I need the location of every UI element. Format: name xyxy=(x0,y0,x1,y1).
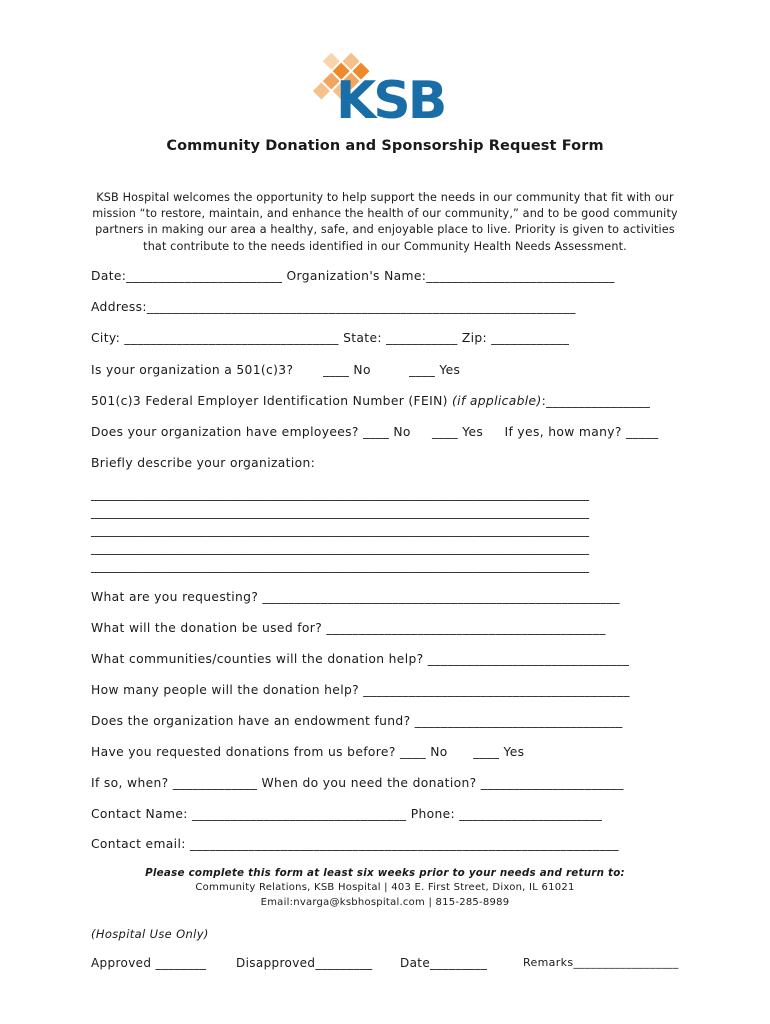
hospital-use-label: (Hospital Use Only) xyxy=(91,927,209,941)
return-address: Community Relations, KSB Hospital | 403 E. First Street, Dixon, IL 61021 xyxy=(195,882,575,893)
date-approval-field[interactable]: Date_________ xyxy=(400,956,488,970)
remarks-field[interactable]: Remarks__________________ xyxy=(523,956,679,969)
describe-line-3[interactable]: _________________________________________________________________________________ xyxy=(91,523,590,537)
approved-field[interactable]: Approved ________ xyxy=(91,956,207,970)
requesting-field[interactable]: What are you requesting? _______________________________________________________ xyxy=(91,590,620,604)
date-organization-field[interactable]: Date:________________________ Organization's Name:_____________________________ xyxy=(91,269,615,283)
city-state-zip-field[interactable]: City: _________________________________ State: ___________ Zip: ____________ xyxy=(91,331,570,345)
address-field[interactable]: Address:__________________________________________________________________ xyxy=(91,300,576,314)
employees-question[interactable]: Does your organization have employees? ____ No ____ Yes If yes, how many? _____ xyxy=(91,425,659,439)
describe-line-2[interactable]: _________________________________________________________________________________ xyxy=(91,505,590,519)
endowment-field[interactable]: Does the organization have an endowment fund? ________________________________ xyxy=(91,714,623,728)
fein-blank[interactable]: :________________ xyxy=(541,394,651,408)
describe-label: Briefly describe your organization: xyxy=(91,456,316,470)
describe-line-5[interactable]: _________________________________________________________________________________ xyxy=(91,559,590,573)
fein-label: 501(c)3 Federal Employer Identification Number (FEIN) xyxy=(91,394,453,408)
used-for-field[interactable]: What will the donation be used for? ___________________________________________ xyxy=(91,621,606,635)
requested-before-question[interactable]: Have you requested donations from us before? ____ No ____ Yes xyxy=(91,745,525,759)
return-instruction xyxy=(0,867,770,879)
describe-line-1[interactable]: _________________________________________________________________________________ xyxy=(91,487,590,501)
contact-name-phone-field[interactable]: Contact Name: _________________________________ Phone: ______________________ xyxy=(91,807,603,821)
disapproved-field[interactable]: Disapproved_________ xyxy=(236,956,373,970)
people-helped-field[interactable]: How many people will the donation help? _________________________________________ xyxy=(91,683,630,697)
logo-text: KSB xyxy=(336,71,445,122)
communities-field[interactable]: What communities/counties will the donation help? _______________________________ xyxy=(91,652,630,666)
nonprofit-question[interactable]: Is your organization a 501(c)3? ____ No ____ Yes xyxy=(91,363,461,377)
instruction-text: Please complete this form at least six weeks prior to your needs and return to: xyxy=(145,867,625,879)
describe-line-4[interactable]: _________________________________________________________________________________ xyxy=(91,541,590,555)
intro-paragraph: KSB Hospital welcomes the opportunity to help support the needs in our community that fit with our mission “to restore, maintain, and enhance the health of our community,” and to be good community partners in making our area a healthy, safe, and enjoyable place to live. Priority is given to activities that contribute to the needs identified in our Community Health Needs Assessment. xyxy=(92,191,678,253)
ksb-logo xyxy=(304,44,468,122)
form-title: Community Donation and Sponsorship Request Form xyxy=(166,138,604,154)
contact-email-field[interactable]: Contact email: __________________________________________________________________ xyxy=(91,837,619,851)
fein-applicable-note: (if applicable) xyxy=(452,394,542,408)
return-email-phone: Email:nvarga@ksbhospital.com | 815-285-8989 xyxy=(260,897,510,908)
when-field[interactable]: If so, when? _____________ When do you need the donation? ______________________ xyxy=(91,776,624,790)
fein-field[interactable] xyxy=(91,393,650,409)
